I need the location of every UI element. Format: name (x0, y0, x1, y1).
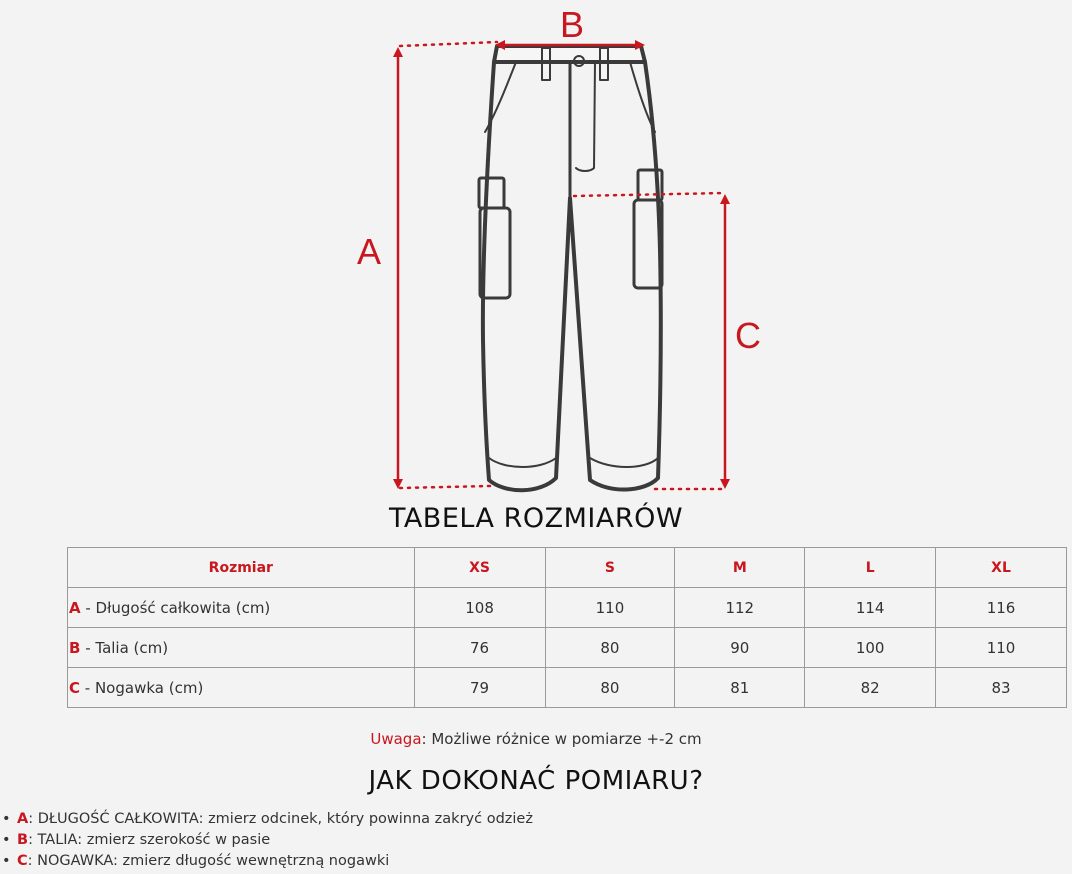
label-b: B (559, 4, 585, 45)
table-cell: 116 (936, 588, 1067, 628)
table-row (68, 588, 1067, 628)
header-size-xs: XS (414, 548, 545, 588)
measurement-arrows (398, 45, 725, 484)
trousers-outline (479, 46, 662, 490)
step-text: : TALIA: zmierz szerokość w pasie (28, 832, 271, 848)
measurement-guides (400, 42, 725, 489)
table-cell: 114 (805, 588, 936, 628)
list-item (14, 809, 533, 830)
note-text: : Możliwe różnice w pomiarze +-2 cm (421, 730, 702, 748)
step-text: : NOGAWKA: zmierz długość wewnętrzną nogawki (27, 853, 390, 869)
measurement-note (0, 730, 1072, 748)
table-cell: 112 (675, 588, 805, 628)
list-item (14, 851, 533, 872)
step-key: A (17, 811, 29, 827)
table-row (68, 628, 1067, 668)
row-label-text: - Długość całkowita (cm) (80, 598, 271, 617)
row-label (68, 628, 415, 668)
table-cell: 110 (545, 588, 675, 628)
table-cell: 79 (414, 668, 545, 708)
table-cell: 110 (936, 628, 1067, 668)
table-cell: 81 (675, 668, 805, 708)
header-size-m: M (675, 548, 805, 588)
header-size-label: Rozmiar (68, 548, 415, 588)
table-cell: 80 (545, 668, 675, 708)
table-cell: 90 (675, 628, 805, 668)
row-key: A (69, 598, 81, 617)
step-text: : DŁUGOŚĆ CAŁKOWITA: zmierz odcinek, który powinna zakryć odzież (28, 811, 533, 827)
table-cell: 83 (936, 668, 1067, 708)
table-header-row (68, 548, 1067, 588)
table-cell: 100 (805, 628, 936, 668)
row-label-text: - Talia (cm) (80, 638, 169, 657)
step-key: B (17, 832, 29, 848)
step-key: C (17, 853, 28, 869)
row-key: B (69, 638, 81, 657)
label-c: C (735, 315, 761, 356)
row-label (68, 588, 415, 628)
howto-list (0, 809, 533, 872)
size-table (67, 547, 1067, 708)
row-key: C (69, 678, 81, 697)
row-label (68, 668, 415, 708)
howto-title: JAK DOKONAĆ POMIARU? (368, 766, 704, 796)
header-size-l: L (805, 548, 936, 588)
header-size-s: S (545, 548, 675, 588)
table-cell: 76 (414, 628, 545, 668)
header-size-xl: XL (936, 548, 1067, 588)
size-table-title: TABELA ROZMIARÓW (388, 503, 684, 534)
label-a: A (356, 231, 382, 272)
table-cell: 108 (414, 588, 545, 628)
table-row (68, 668, 1067, 708)
table-cell: 82 (805, 668, 936, 708)
note-prefix: Uwaga (370, 730, 422, 748)
row-label-text: - Nogawka (cm) (80, 678, 204, 697)
list-item (14, 830, 533, 851)
table-cell: 80 (545, 628, 675, 668)
